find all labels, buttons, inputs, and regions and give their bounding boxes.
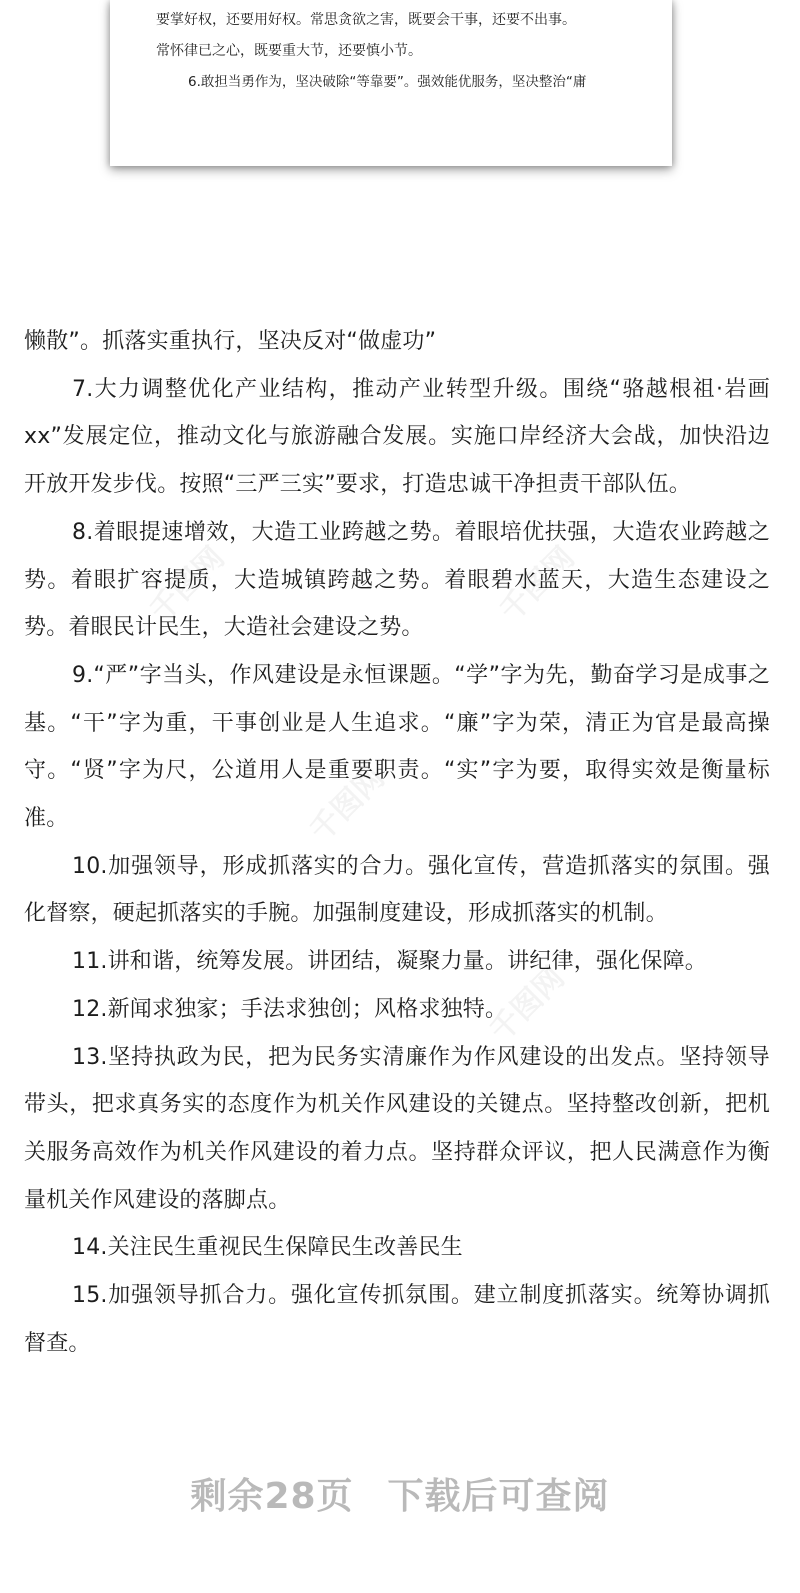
watermark: 千图网 (143, 540, 232, 629)
preview-line: 6.敢担当勇作为，坚决破除“等靠要”。强效能优服务，坚决整治“庸 (188, 74, 587, 90)
download-to-view-label: 下载后可查阅 (387, 1476, 610, 1517)
paragraph: 10.加强领导，形成抓落实的合力。强化宣传，营造抓落实的氛围。强化督察，硬起抓落实的手腕。加强制度建设，形成抓落实的机制。 (24, 853, 770, 927)
paragraph: 15.加强领导抓合力。强化宣传抓氛围。建立制度抓落实。统筹协调抓督查。 (24, 1283, 770, 1356)
preview-line: 要掌好权，还要用好权。常思贪欲之害，既要会干事，还要不出事。 (156, 12, 576, 28)
paragraph: 8.着眼提速增效，大造工业跨越之势。着眼培优扶强，大造农业跨越之势。着眼扩容提质，大造城镇跨越之势。着眼碧水蓝天，大造生态建设之势。着眼民计民生，大造社会建设之势。 (24, 519, 770, 641)
paragraph: 11.讲和谐，统筹发展。讲团结，凝聚力量。讲纪律，强化保障。 (72, 949, 707, 975)
remaining-pages-label: 剩余28页 (190, 1476, 354, 1517)
paragraph: 12.新闻求独家；手法求独创；风格求独特。 (72, 996, 508, 1022)
download-prompt[interactable] (0, 1468, 800, 1519)
paragraph: 懒散”。抓落实重执行，坚决反对“做虚功” (24, 329, 437, 354)
watermark: 千图网 (493, 540, 582, 629)
paragraph: 14.关注民生重视民生保障民生改善民生 (72, 1235, 463, 1261)
watermark: 千图网 (483, 960, 572, 1049)
document-body (24, 318, 770, 1367)
paragraph: 13.坚持执政为民，把为民务实清廉作为作风建设的出发点。坚持领导带头，把求真务实的态度作为机关作风建设的关键点。坚持整改创新，把机关服务高效作为机关作风建设的着力点。坚持群众评议，把人民满意作为衡量机关作风建设的落脚点。 (24, 1044, 770, 1213)
watermark: 千图网 (303, 760, 392, 849)
paragraph: 7.大力调整优化产业结构，推动产业转型升级。围绕“骆越根祖·岩画 xx”发展定位，推动文化与旅游融合发展。实施口岸经济大会战，加快沿边开放开发步伐。按照“三严三实”要求，打造忠诚干净担责干部队伍。 (24, 376, 770, 498)
preview-line: 常怀律已之心，既要重大节，还要慎小节。 (156, 43, 422, 59)
paragraph: 9.“严”字当头，作风建设是永恒课题。“学”字为先，勤奋学习是成事之基。“干”字为重，干事创业是人生追求。“廉”字为荣，清正为官是最高操守。“贤”字为尺，公道用人是重要职责。“实”字为要，取得实效是衡量标准。 (24, 662, 770, 832)
page-preview-card (110, 0, 672, 166)
